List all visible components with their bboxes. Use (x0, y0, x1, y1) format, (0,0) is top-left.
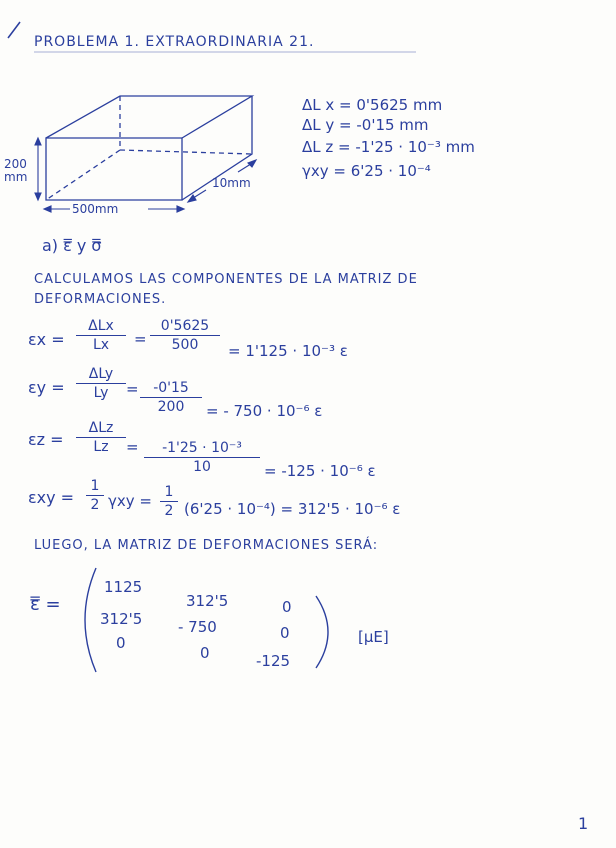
ey-fraction-2 (140, 380, 202, 415)
box-hidden-edge-h (120, 150, 252, 154)
page-number: 1 (578, 814, 589, 833)
matrix-cell-2-0: 0 (116, 634, 126, 652)
ex-num: ΔLx (88, 318, 114, 334)
given-dly: ΔL y = -0'15 mm (302, 116, 429, 134)
matrix-cell-2-1: 0 (200, 644, 210, 662)
ey-result: = - 750 · 10⁻⁶ ε (206, 402, 323, 420)
ey-num2: -0'15 (153, 380, 189, 396)
ez-eq: = (126, 438, 139, 456)
matrix-cell-2-2: -125 (256, 652, 291, 670)
exy-num2: 1 (164, 484, 174, 500)
ez-den2: 10 (193, 459, 211, 475)
ex-den2: 500 (171, 337, 199, 353)
matrix-cell-1-0: 312'5 (100, 610, 143, 628)
corner-mark (8, 22, 20, 38)
ex-den: Lx (92, 337, 110, 353)
exy-num: 1 (90, 478, 100, 494)
matrix-cell-0-1: 312'5 (186, 592, 229, 610)
exy-result: (6'25 · 10⁻⁴) = 312'5 · 10⁻⁶ ε (184, 500, 401, 518)
matrix-unit: [μE] (358, 628, 389, 646)
exy-den: 2 (90, 497, 100, 513)
box-top-face (46, 96, 252, 138)
ey-eq: = (126, 380, 139, 398)
given-gxy: γxy = 6'25 · 10⁻⁴ (302, 162, 431, 180)
given-dlx: ΔL x = 0'5625 mm (302, 96, 443, 114)
ey-lhs: εy = (28, 378, 65, 397)
matrix-cell-1-1: - 750 (178, 618, 217, 636)
ez-result: = -125 · 10⁻⁶ ε (264, 462, 376, 480)
ex-fraction-2 (150, 318, 220, 353)
ey-den2: 200 (157, 399, 185, 415)
given-dlz: ΔL z = -1'25 · 10⁻³ mm (302, 138, 475, 156)
part-a-label: a) ε̿ y σ̿ (42, 236, 102, 255)
exy-lhs: εxy = (28, 488, 75, 507)
ez-fraction-2 (144, 440, 260, 475)
ey-num: ΔLy (88, 366, 114, 382)
matrix-lhs: ε̿ = (30, 594, 61, 615)
page-title: PROBLEMA 1. EXTRAORDINARIA 21. (34, 34, 315, 50)
length-label: 500mm (72, 202, 119, 216)
ez-lhs: εz = (28, 430, 64, 449)
box-hidden-edge-d (46, 150, 120, 200)
height-dimension (35, 138, 41, 200)
ex-result: = 1'125 · 10⁻³ ε (228, 342, 348, 360)
ez-num2: -1'25 · 10⁻³ (162, 440, 242, 456)
ey-den: Ly (93, 385, 109, 401)
exy-fraction-2 (160, 484, 178, 519)
conclusion-text: LUEGO, LA MATRIZ DE DEFORMACIONES SERÁ: (34, 538, 379, 553)
exy-den2: 2 (164, 503, 174, 519)
height-label: 200 mm (4, 157, 28, 184)
depth-label: 10mm (212, 176, 251, 190)
ex-fraction (76, 318, 126, 353)
ey-fraction (76, 366, 126, 401)
ex-num2: 0'5625 (160, 318, 210, 334)
matrix-cell-0-2: 0 (282, 598, 292, 616)
ex-lhs: εx = (28, 330, 65, 349)
matrix-left-paren (85, 568, 96, 672)
ez-fraction (76, 420, 126, 455)
ex-eq: = (134, 330, 147, 348)
exy-mid: γxy = (108, 492, 152, 510)
matrix-cell-0-0: 1125 (104, 578, 143, 596)
ez-num: ΔLz (88, 420, 114, 436)
exy-fraction (86, 478, 104, 513)
intro-line-2: DEFORMACIONES. (34, 292, 167, 307)
ez-den: Lz (93, 439, 109, 455)
box-front-face (46, 138, 182, 200)
matrix-right-paren (316, 596, 328, 668)
matrix-cell-1-2: 0 (280, 624, 290, 642)
intro-line-1: CALCULAMOS LAS COMPONENTES DE LA MATRIZ DE (34, 272, 418, 287)
